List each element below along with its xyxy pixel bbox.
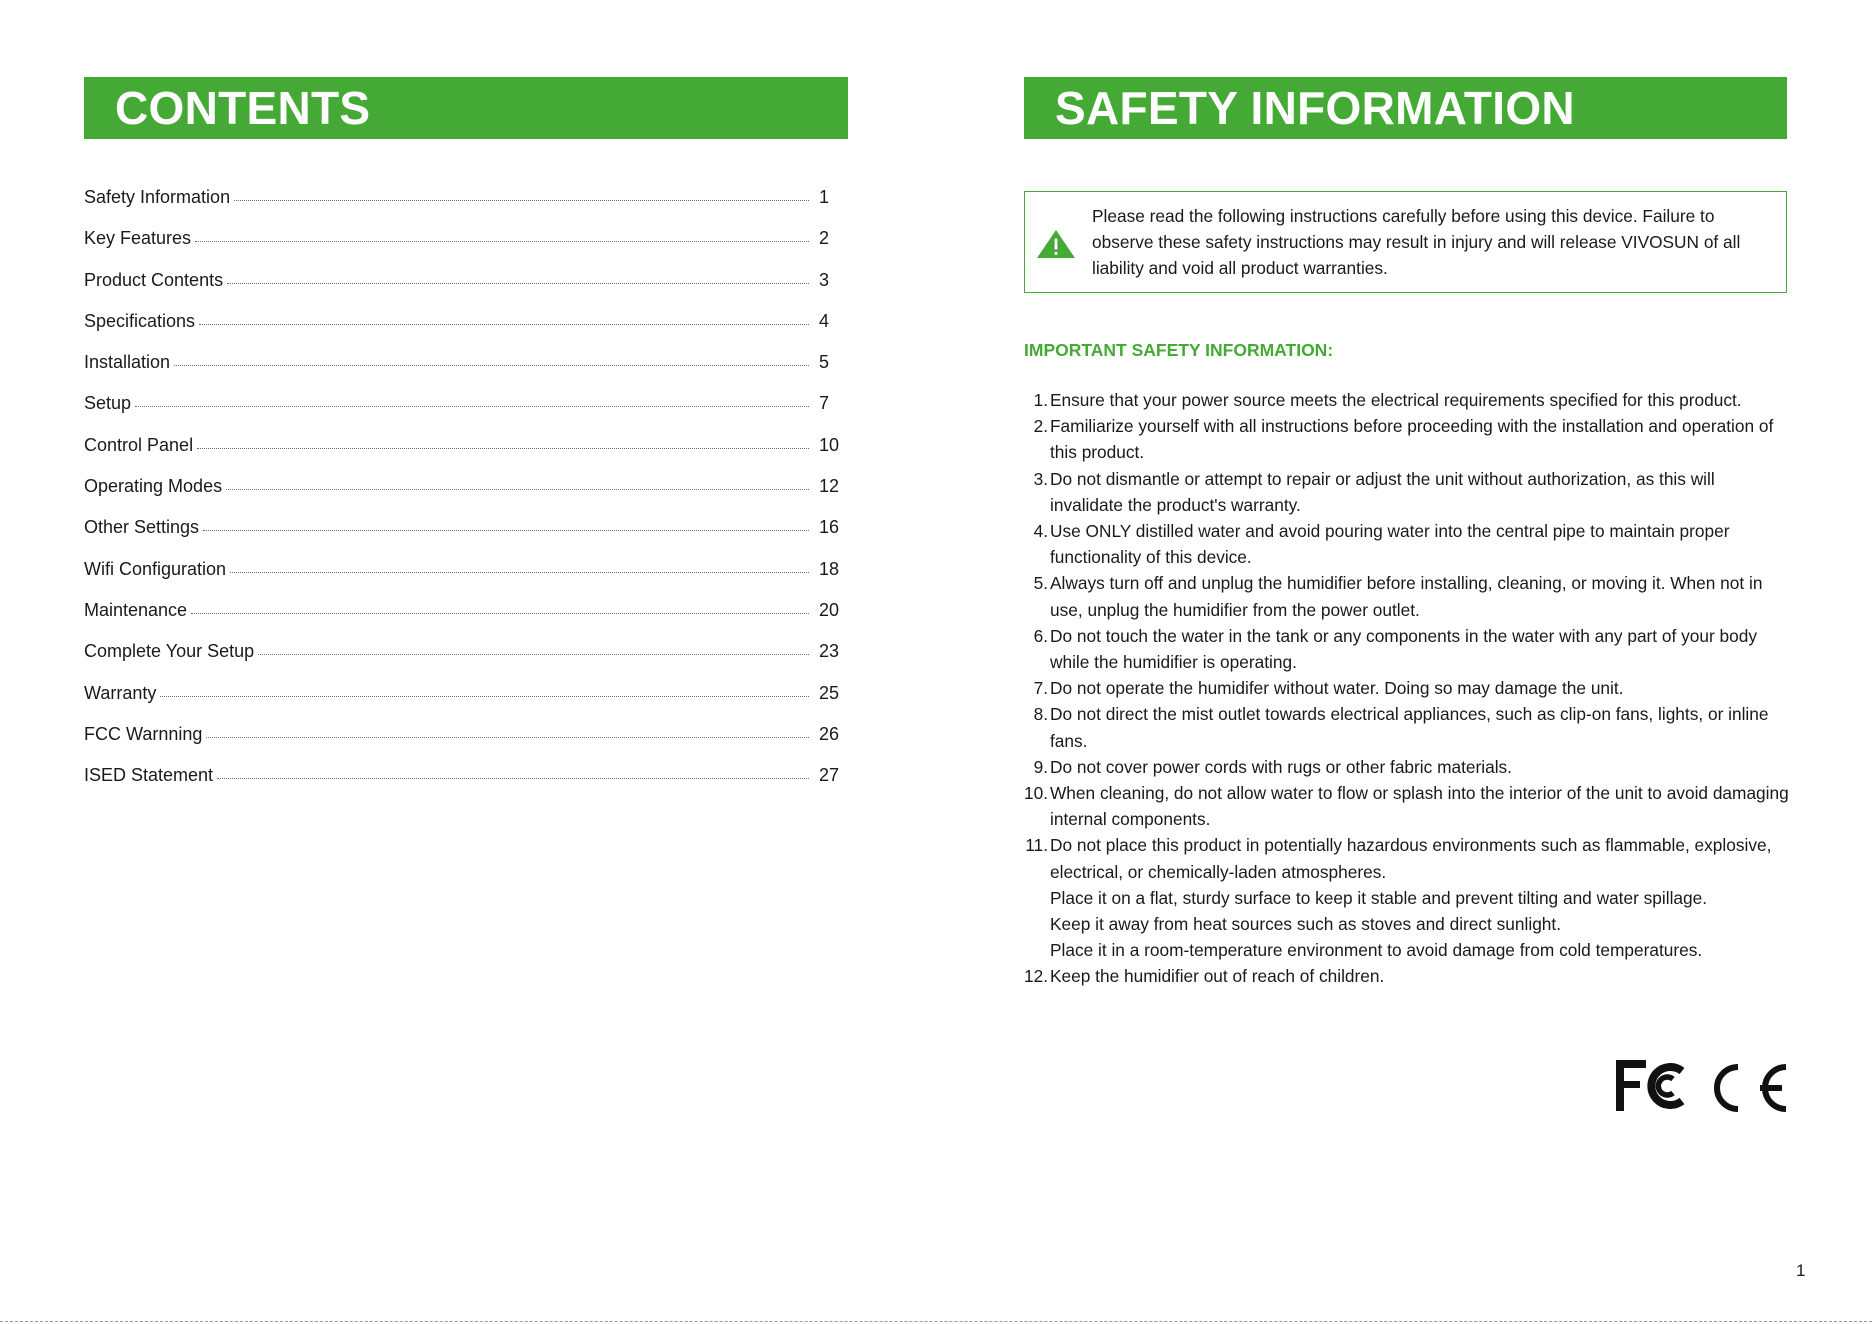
- toc-entry[interactable]: [84, 682, 849, 723]
- safety-rule-text: Familiarize yourself with all instructions before proceeding with the installation and operation of this product.: [1050, 416, 1774, 463]
- safety-rule: [1010, 701, 1790, 753]
- toc-entry[interactable]: [84, 475, 849, 516]
- safety-rule-extra-line: Place it in a room-temperature environment to avoid damage from cold temperatures.: [1050, 940, 1703, 961]
- safety-rule-number: 2.: [1033, 416, 1048, 437]
- toc-entry[interactable]: [84, 434, 849, 475]
- toc-entry-page: 23: [819, 641, 840, 662]
- safety-rule: [1010, 413, 1790, 465]
- safety-rule-number: 10.: [1023, 783, 1048, 804]
- safety-notice-box: [1024, 191, 1787, 293]
- toc-entry[interactable]: [84, 310, 849, 351]
- safety-rule: [1010, 518, 1790, 570]
- safety-rule: [1010, 387, 1790, 413]
- toc-dot-leader: [160, 695, 809, 697]
- toc-entry-page: 7: [819, 393, 830, 414]
- toc-dot-leader: [258, 653, 809, 655]
- toc-entry-title: Product Contents: [84, 269, 224, 290]
- toc-entry[interactable]: [84, 351, 849, 392]
- safety-rule-text: Use ONLY distilled water and avoid pouring water into the central pipe to maintain proper functionality of this device.: [1050, 521, 1730, 568]
- toc-dot-leader: [203, 529, 809, 531]
- toc-entry[interactable]: [84, 186, 849, 227]
- safety-rule-number: 8.: [1033, 704, 1048, 725]
- safety-information-heading: SAFETY INFORMATION: [1024, 77, 1787, 139]
- toc-entry-title: Warranty: [84, 682, 157, 703]
- toc-dot-leader: [135, 405, 809, 407]
- toc-dot-leader: [174, 364, 809, 366]
- page-divider: [0, 1321, 1872, 1322]
- toc-entry-page: 2: [819, 228, 830, 249]
- toc-entry[interactable]: [84, 723, 849, 764]
- safety-rule-text: When cleaning, do not allow water to flow or splash into the interior of the unit to avoid damaging internal components.: [1050, 783, 1789, 830]
- toc-entry-title: Other Settings: [84, 517, 200, 538]
- toc-entry[interactable]: [84, 516, 849, 557]
- toc-dot-leader: [217, 777, 809, 779]
- important-safety-heading: IMPORTANT SAFETY INFORMATION:: [1024, 340, 1334, 360]
- safety-rule-text: Do not direct the mist outlet towards electrical appliances, such as clip-on fans, lights, or inline fans.: [1050, 704, 1769, 751]
- page-number: 1: [1796, 1261, 1806, 1280]
- safety-rule-number: 3.: [1033, 468, 1048, 489]
- safety-rule-number: 4.: [1033, 521, 1048, 542]
- safety-rule-text: Do not dismantle or attempt to repair or adjust the unit without authorization, as this will invalidate the product's warranty.: [1050, 468, 1715, 515]
- toc-entry-title: Specifications: [84, 310, 196, 331]
- toc-dot-leader: [234, 199, 809, 201]
- toc-entry[interactable]: [84, 764, 849, 805]
- safety-rule-number: 9.: [1033, 756, 1048, 777]
- toc-entry-title: Safety Information: [84, 187, 231, 207]
- toc-entry-page: 4: [819, 310, 830, 331]
- safety-rule-number: 5.: [1033, 573, 1048, 594]
- ce-mark-icon: [1717, 1067, 1786, 1109]
- safety-rule: [1010, 780, 1790, 832]
- toc-entry-page: 5: [819, 352, 830, 373]
- toc-entry-title: ISED Statement: [84, 765, 214, 786]
- warning-icon: [1036, 229, 1076, 259]
- safety-rule-number: 7.: [1033, 678, 1048, 699]
- safety-rule-number: 11.: [1025, 835, 1048, 856]
- toc-entry-page: 27: [819, 765, 840, 786]
- toc-entry-page: 16: [819, 517, 840, 538]
- safety-rule-text: Do not operate the humidifer without water. Doing so may damage the unit.: [1050, 678, 1624, 699]
- toc-dot-leader: [206, 736, 809, 738]
- toc-dot-leader: [230, 571, 809, 573]
- toc-dot-leader: [195, 240, 809, 242]
- toc-entry-page: 3: [819, 269, 830, 290]
- safety-rule-text: Do not touch the water in the tank or any components in the water with any part of your body while the humidifier is operating.: [1050, 625, 1758, 673]
- toc-entry-page: 18: [819, 558, 840, 579]
- safety-rule-text: Ensure that your power source meets the electrical requirements specified for this product.: [1050, 390, 1742, 410]
- toc-entry-page: 1: [819, 187, 830, 207]
- safety-notice-text: Please read the following instructions carefully before using this device. Failure to observe these safety instructions may result in injury and will release VIVOSUN of all liability and void all product warranties.: [1092, 206, 1741, 279]
- safety-rule-extra-line: Keep it away from heat sources such as stoves and direct sunlight.: [1050, 914, 1562, 935]
- safety-rule: [1010, 466, 1790, 518]
- toc-entry-page: 12: [819, 476, 840, 497]
- safety-rule-text: Do not cover power cords with rugs or other fabric materials.: [1050, 756, 1512, 777]
- safety-rule-text: Keep the humidifier out of reach of children.: [1050, 966, 1385, 987]
- safety-rule-number: 6.: [1033, 625, 1048, 646]
- toc-entry-title: Control Panel: [84, 434, 194, 455]
- toc-entry-page: 25: [819, 682, 840, 703]
- safety-rule-number: 1.: [1033, 390, 1048, 410]
- fcc-logo-icon: [1616, 1060, 1682, 1111]
- toc-entry-title: Key Features: [84, 228, 192, 249]
- toc-dot-leader: [191, 612, 809, 614]
- toc-entry-title: Complete Your Setup: [84, 641, 255, 662]
- toc-entry-page: 26: [819, 723, 840, 744]
- safety-rule-text: Do not place this product in potentially hazardous environments such as flammable, explosive, electrical, or chemically-laden atmospheres.: [1050, 835, 1772, 882]
- safety-rule: [1010, 623, 1790, 675]
- toc-entry[interactable]: [84, 640, 849, 681]
- toc-dot-leader: [227, 282, 809, 284]
- safety-rule: [1010, 675, 1790, 701]
- toc-entry[interactable]: [84, 392, 849, 433]
- toc-entry[interactable]: [84, 599, 849, 640]
- contents-heading: CONTENTS: [84, 77, 848, 139]
- toc-entry[interactable]: [84, 558, 849, 599]
- toc-dot-leader: [197, 447, 809, 449]
- toc-dot-leader: [226, 488, 809, 490]
- safety-rule-number: 12.: [1023, 966, 1048, 987]
- safety-rules-list: [1010, 387, 1790, 990]
- toc-entry-title: Setup: [84, 393, 132, 414]
- safety-rule-extra-line: Place it on a flat, sturdy surface to keep it stable and prevent tilting and water spillage.: [1050, 887, 1708, 908]
- certification-marks: [1616, 1058, 1788, 1114]
- toc-entry[interactable]: [84, 227, 849, 268]
- safety-rule: [1010, 963, 1790, 989]
- toc-entry[interactable]: [84, 269, 849, 310]
- toc-entry-page: 20: [819, 599, 840, 620]
- table-of-contents: [84, 186, 849, 805]
- toc-dot-leader: [199, 323, 809, 325]
- toc-entry-title: FCC Warnning: [84, 723, 203, 744]
- safety-rule-text: Always turn off and unplug the humidifier before installing, cleaning, or moving it. When not in use, unplug the humidifier from the power outlet.: [1050, 573, 1763, 620]
- toc-entry-title: Maintenance: [84, 599, 188, 620]
- safety-rule: [1010, 832, 1790, 963]
- toc-entry-title: Operating Modes: [84, 476, 223, 497]
- toc-entry-title: Wifi Configuration: [84, 558, 227, 579]
- safety-rule: [1010, 754, 1790, 780]
- toc-entry-page: 10: [819, 434, 840, 455]
- toc-entry-title: Installation: [84, 352, 171, 373]
- safety-rule: [1010, 570, 1790, 622]
